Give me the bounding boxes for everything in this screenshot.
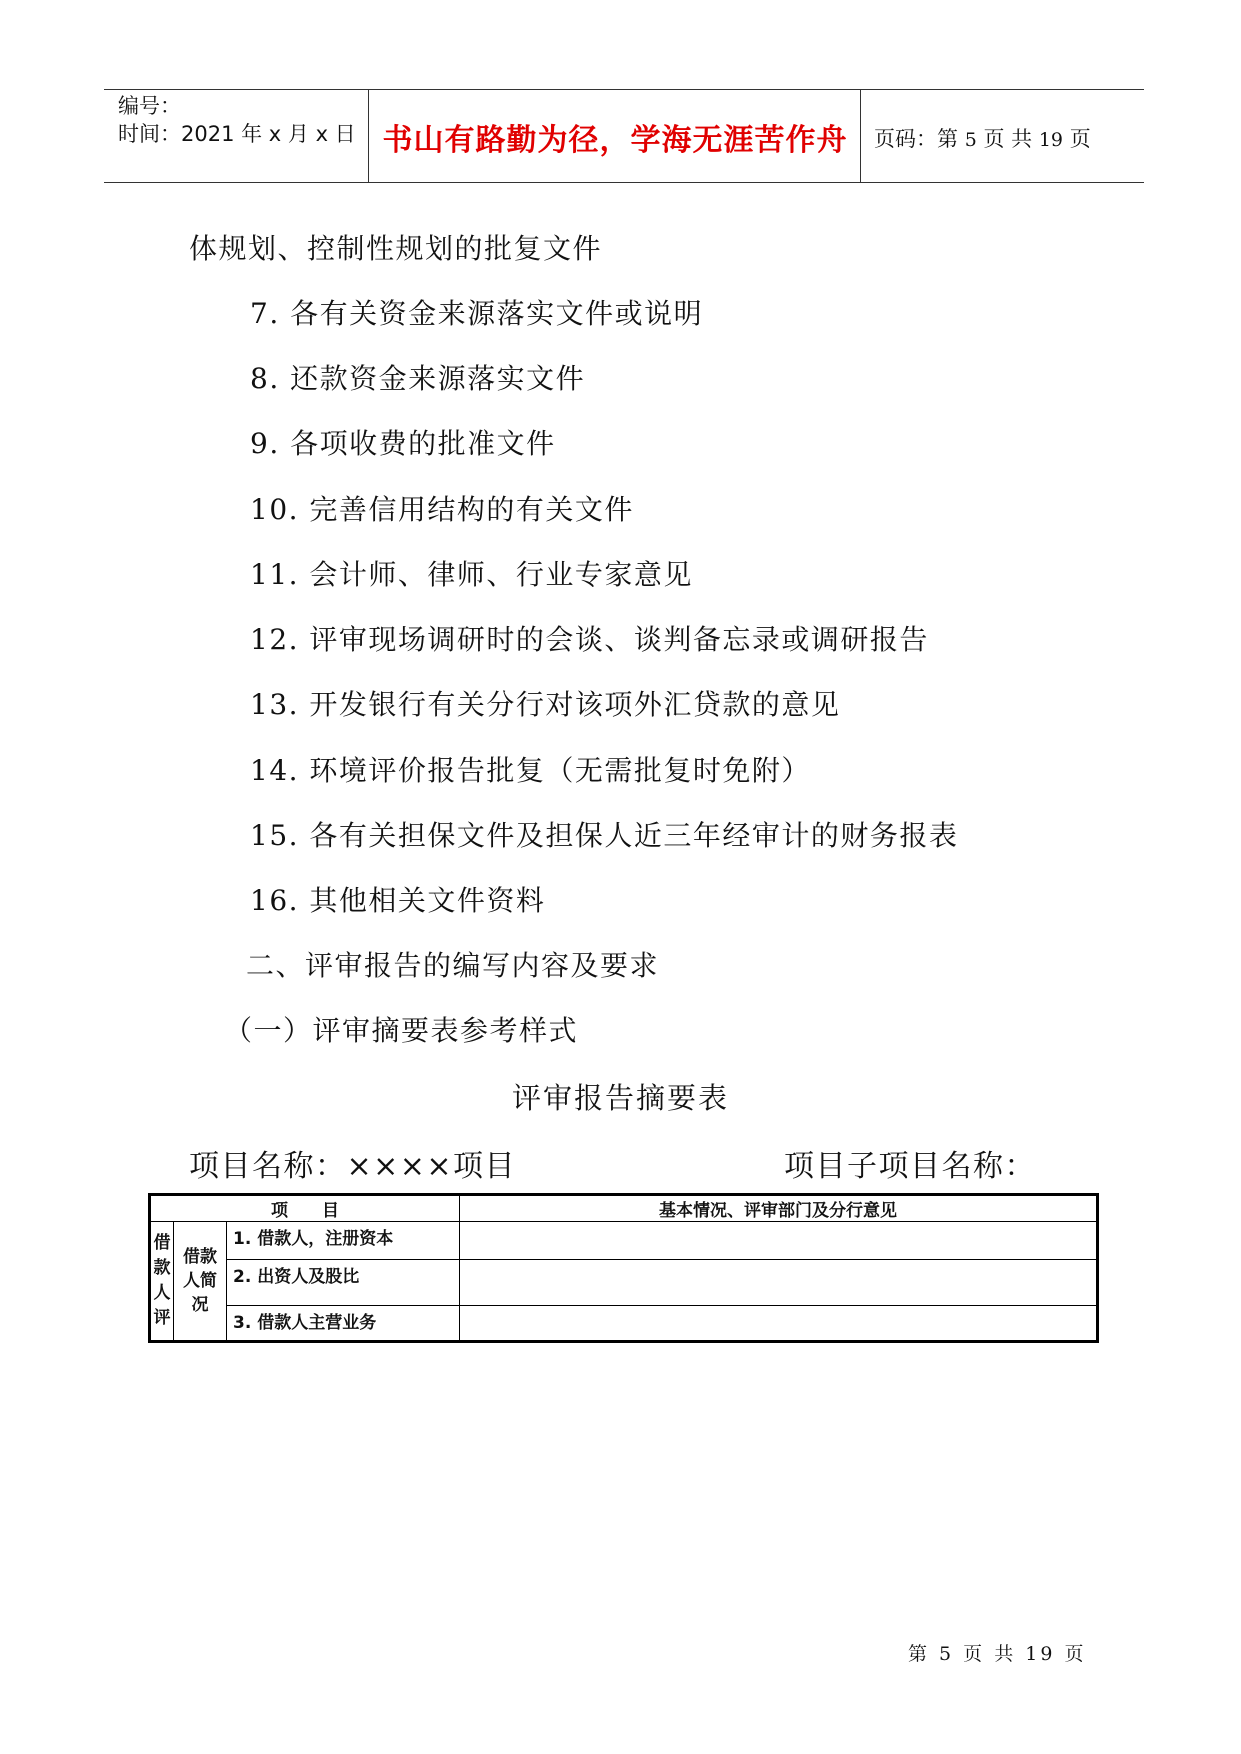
code-label: 编号： (118, 94, 181, 118)
row-label: 2. 出资人及股比 (227, 1260, 460, 1306)
list-item: 12. 评审现场调研时的会谈、谈判备忘录或调研报告 (250, 623, 929, 656)
table-row (150, 1222, 1098, 1260)
header-top-rule (104, 89, 1144, 90)
group-label-char: 评 (153, 1308, 171, 1328)
row-label: 1. 借款人，注册资本 (227, 1222, 460, 1260)
row-opinion (460, 1306, 1098, 1342)
sub-project-name: 项目子项目名称： (784, 1149, 1036, 1184)
list-item: 15. 各有关担保文件及担保人近三年经审计的财务报表 (250, 819, 959, 852)
borrower-brief-label: 借款人简况 (174, 1222, 227, 1342)
list-item: 8. 还款资金来源落实文件 (250, 362, 586, 395)
table-row (150, 1306, 1098, 1342)
list-item: 9. 各项收费的批准文件 (250, 427, 556, 460)
page-suffix: 页 (1069, 127, 1091, 151)
time-label: 时间：2021 年 x 月 x 日 (118, 122, 356, 146)
page-total: 19 (1038, 129, 1064, 151)
row-label: 3. 借款人主营业务 (227, 1306, 460, 1342)
list-item: 14. 环境评价报告批复（无需批复时免附） (250, 754, 811, 787)
header-divider-left (368, 89, 369, 182)
list-item: 10. 完善信用结构的有关文件 (250, 493, 634, 526)
header-divider-right (860, 89, 861, 182)
header-motto: 书山有路勤为径，学海无涯苦作舟 (382, 123, 848, 158)
table-row (150, 1260, 1098, 1306)
header-item-cell: 项 目 (150, 1195, 460, 1222)
header-opinion-cell: 基本情况、评审部门及分行意见 (460, 1195, 1098, 1222)
borrower-group-label (150, 1222, 174, 1342)
summary-table (148, 1193, 1099, 1343)
list-item: 7. 各有关资金来源落实文件或说明 (250, 297, 704, 330)
page-footer: 第 5 页 共 19 页 (908, 1643, 1087, 1665)
table-header-row (150, 1195, 1098, 1222)
table-title: 评审报告摘要表 (511, 1081, 729, 1115)
list-item: 11. 会计师、律师、行业专家意见 (250, 558, 693, 591)
project-name: 项目名称：××××项目 (189, 1149, 517, 1184)
continuation-text: 体规划、控制性规划的批复文件 (189, 232, 603, 265)
list-item: 16. 其他相关文件资料 (250, 884, 546, 917)
page-prefix: 页码：第 (874, 127, 958, 151)
header-meta (118, 92, 356, 148)
list-item: 13. 开发银行有关分行对该项外汇贷款的意见 (250, 688, 841, 721)
page-current: 5 (964, 129, 977, 151)
group-label-char: 人 (153, 1283, 171, 1303)
row-opinion (460, 1222, 1098, 1260)
subsection-heading: （一）评审摘要表参考样式 (224, 1014, 579, 1047)
group-label-char: 借 (153, 1233, 171, 1253)
header-bottom-rule (104, 182, 1144, 183)
section-heading: 二、评审报告的编写内容及要求 (246, 949, 660, 982)
page-mid: 页 共 (983, 127, 1033, 151)
header-page-indicator (874, 123, 1091, 153)
group-label-char: 款 (153, 1258, 171, 1278)
row-opinion (460, 1260, 1098, 1306)
